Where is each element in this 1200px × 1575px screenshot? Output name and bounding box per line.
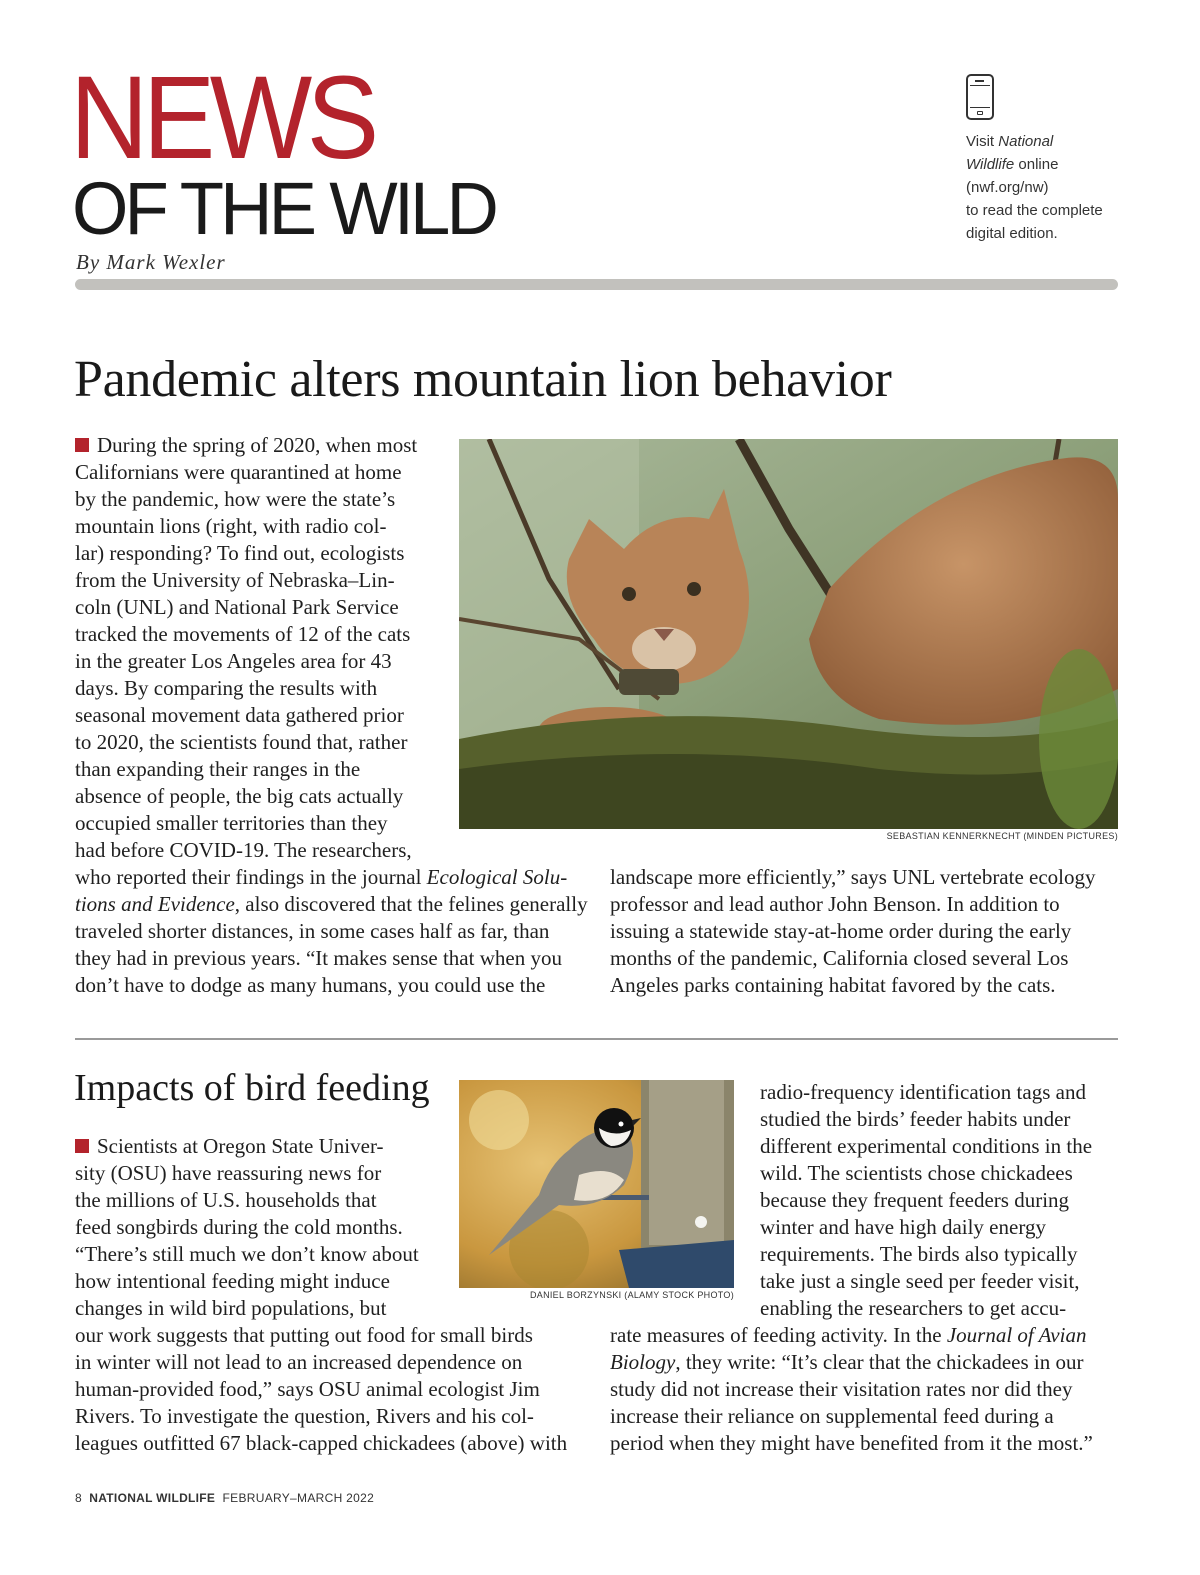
body-line: occupied smaller territories than they	[75, 811, 388, 835]
body-line: because they frequent feeders during	[760, 1188, 1070, 1212]
body-line: period when they might have benefited from it the most.”	[610, 1431, 1093, 1455]
body-line: to 2020, the scientists found that, rather	[75, 730, 408, 754]
body-line: requirements. The birds also typically	[760, 1242, 1078, 1266]
bullet-square-icon	[75, 438, 89, 452]
body-line: seasonal movement data gathered prior	[75, 703, 404, 727]
article-body-narrow	[75, 1133, 455, 1322]
body-line: Rivers. To investigate the question, Rivers and his col-	[75, 1404, 534, 1428]
body-line: study did not increase their visitation rates nor did they	[610, 1377, 1073, 1401]
body-line: our work suggests that putting out food for small birds	[75, 1323, 533, 1347]
promo-text: Wildlife	[966, 156, 1015, 173]
body-line: lar) responding? To find out, ecologists	[75, 541, 405, 565]
mountain-lion-photo	[459, 439, 1118, 829]
section-divider	[75, 1038, 1118, 1040]
body-line: enabling the researchers to get accu-	[760, 1296, 1067, 1320]
page-number: 8	[75, 1491, 82, 1505]
body-line: coln (UNL) and National Park Service	[75, 595, 399, 619]
body-line: the millions of U.S. households that	[75, 1188, 377, 1212]
body-line: “There’s still much we don’t know about	[75, 1242, 419, 1266]
body-line: Biology, they write: “It’s clear that the chickadees in our	[610, 1350, 1084, 1374]
promo-text: digital edition.	[966, 225, 1058, 242]
body-line: don’t have to dodge as many humans, you could use the	[75, 973, 546, 997]
body-line: how intentional feeding might induce	[75, 1269, 390, 1293]
body-line: Californians were quarantined at home	[75, 460, 402, 484]
promo-text: to read the complete	[966, 202, 1103, 219]
article-body-right	[610, 1322, 1120, 1457]
article-body-left	[75, 864, 595, 999]
body-line: had before COVID-19. The researchers,	[75, 838, 412, 862]
body-line: landscape more efficiently,” says UNL vertebrate ecology	[610, 865, 1096, 889]
body-line: sity (OSU) have reassuring news for	[75, 1161, 382, 1185]
body-line: in the greater Los Angeles area for 43	[75, 649, 392, 673]
photo-credit: DANIEL BORZYNSKI (ALAMY STOCK PHOTO)	[529, 1290, 734, 1300]
body-line: rate measures of feeding activity. In the Journal of Avian	[610, 1323, 1087, 1347]
body-line: months of the pandemic, California closed several Los	[610, 946, 1069, 970]
body-line: professor and lead author John Benson. In addition to	[610, 892, 1060, 916]
body-line: winter and have high daily energy	[760, 1215, 1046, 1239]
body-line: mountain lions (right, with radio col-	[75, 514, 387, 538]
body-line: During the spring of 2020, when most	[75, 432, 455, 459]
body-line: leagues outfitted 67 black-capped chickadees (above) with	[75, 1431, 568, 1455]
masthead-title-news: NEWS	[70, 52, 374, 184]
body-line: tracked the movements of 12 of the cats	[75, 622, 411, 646]
issue-date: FEBRUARY–MARCH 2022	[222, 1491, 375, 1505]
body-line: in winter will not lead to an increased dependence on	[75, 1350, 523, 1374]
body-line: than expanding their ranges in the	[75, 757, 361, 781]
photo-credit: SEBASTIAN KENNERKNECHT (MINDEN PICTURES)	[886, 831, 1118, 841]
body-line: issuing a statewide stay-at-home order during the early	[610, 919, 1072, 943]
chickadee-photo	[459, 1080, 734, 1288]
body-line: human-provided food,” says OSU animal ecologist Jim	[75, 1377, 540, 1401]
body-line: feed songbirds during the cold months.	[75, 1215, 403, 1239]
body-line: different experimental conditions in the	[760, 1134, 1093, 1158]
body-line: increase their reliance on supplemental feed during a	[610, 1404, 1054, 1428]
body-line: radio-frequency identification tags and	[760, 1080, 1086, 1104]
body-line: Scientists at Oregon State Univer-	[75, 1133, 455, 1160]
body-line: from the University of Nebraska–Lin-	[75, 568, 395, 592]
body-line: absence of people, the big cats actually	[75, 784, 404, 808]
body-line: changes in wild bird populations, but	[75, 1296, 387, 1320]
body-line: Angeles parks containing habitat favored by the cats.	[610, 973, 1056, 997]
body-line: traveled shorter distances, in some cases half as far, than	[75, 919, 550, 943]
body-line: days. By comparing the results with	[75, 676, 378, 700]
body-line: wild. The scientists chose chickadees	[760, 1161, 1073, 1185]
body-line: they had in previous years. “It makes sense that when you	[75, 946, 562, 970]
article-body-narrow	[75, 432, 455, 864]
article-body-left	[75, 1322, 595, 1457]
promo-text: National	[998, 133, 1054, 150]
header-rule	[75, 279, 1118, 290]
article-headline: Pandemic alters mountain lion behavior	[74, 351, 892, 408]
article-headline: Impacts of bird feeding	[74, 1067, 430, 1109]
smartphone-icon	[966, 74, 994, 120]
article-body-right-narrow	[760, 1079, 1120, 1322]
promo-text: Visit	[966, 133, 999, 150]
body-line: studied the birds’ feeder habits under	[760, 1107, 1071, 1131]
body-line: take just a single seed per feeder visit,	[760, 1269, 1080, 1293]
body-line: by the pandemic, how were the state’s	[75, 487, 396, 511]
bullet-square-icon	[75, 1139, 89, 1153]
digital-edition-promo	[966, 130, 1136, 245]
body-line: tions and Evidence, also discovered that the felines generally	[75, 892, 588, 916]
publication-name: NATIONAL WILDLIFE	[89, 1491, 216, 1505]
byline: By Mark Wexler	[76, 250, 226, 274]
masthead-title-of-the-wild: OF THE WILD	[72, 167, 495, 250]
promo-link[interactable]: (nwf.org/nw)	[966, 179, 1049, 196]
promo-text: online	[1014, 156, 1059, 173]
article-body-right	[610, 864, 1120, 999]
page-footer	[75, 1491, 374, 1505]
body-line: who reported their findings in the journal Ecological Solu-	[75, 865, 568, 889]
